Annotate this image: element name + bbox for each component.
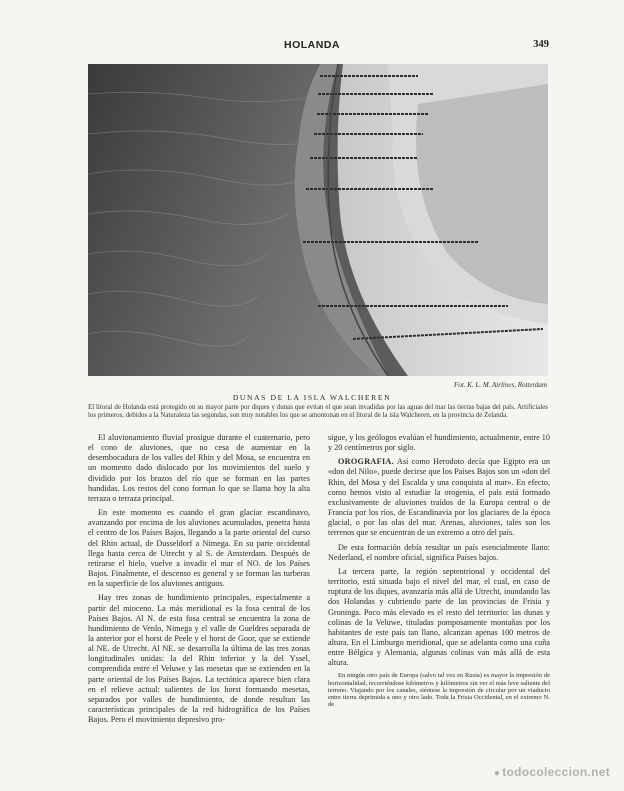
paragraph — [328, 457, 550, 538]
footnote: En ningún otro país de Europa (salvo tal vez en Rusia) es mayor la impresión de horizontalidad, recorriéndose kilómetros y kilómetros sin ver el más leve saliente del terreno. Viajando por los canales, siéntese la impresión de circular por un viaducto entre tierra deprimida a uno y otro lado. Toda la Frisia Occidental, en el extremo N. de — [328, 672, 550, 709]
paragraph-text: Así como Herodoto decía que Egipto era un «don del Nilo», puede decirse que los Países Bajos son un «don del Rhin, del Mosa y del Escalda y una conquista al mar». En efecto, como hemos visto al estudiar la orogenia, el país está formado exclusivamente de aluviones traídos de la Europa central o de Francia por los ríos, de Escandinavia por los glaciares de la época glacial, o por las olas del mar. Arenas, aluviones, tales son los terrenos que se encuentran de un extremo a otro del país. — [328, 457, 550, 538]
photo-credit: Fot. K. L. M. Airlines, Rotterdam — [454, 381, 547, 389]
running-head — [0, 39, 624, 53]
paragraph: El aluvionamiento fluvial prosigue durante el cuaternario, pero el cono de aluviones, que no cesa de aumentar en la desembocadura de los valles del Rhin y del Mosa, se encuentra en un momento dado dislocado por los movimientos del suelo y dividido por los brazos del río que se forman en las partes hundidas. Los restos del cono forman lo que se llama hoy la alta terraza o terraza principal. — [88, 433, 310, 503]
paragraph: De esta formación debía resultar un país esencialmente llano: Nederland, el nombre oficial, significa Países bajos. — [328, 542, 550, 562]
left-column — [88, 433, 310, 729]
watermark-dot-icon: ● — [493, 768, 501, 779]
paragraph: Hay tres zonas de hundimiento principales, especialmente a partir del mioceno. La más meridional es la fosa central de los Países Bajos. Al N. de esta fosa central se encuentra la zona de hundimiento de Venlo, Nimega y el valle de Gueldres separada de la anterior por el horst de Peele y el horst de Goor, que se extiende al NE. de Utrecht. Al NE. se desarrolla la última de las tres zonas longitudinales unidas: la del Rhin inferior y la del Yssel, comprendida entre el Veluwe y las mesetas que se extienden en la parte oriental de los Países Bajos. La tectónica aparece bien clara en el relieve actual: salientes de los horst formando mesetas, separados por valles de hundimiento, de donde resultan las características principales de la red hidrográfica de los Países Bajos. Pero el movimiento depresivo pro- — [88, 593, 310, 725]
running-title: HOLANDA — [284, 39, 340, 51]
paragraph: La tercera parte, la región septentrional y occidental del territorio, está situada bajo el nivel del mar, el cual, en caso de ruptura de los diques, avanzaría más allá de Utrecht, inundando las dos Holandas y cubriendo parte de las provincias de Frisia y Groninga. Poco más elevado es el resto del territorio: las dunas y colinas de la Veluwe, tituladas pomposamente montañas por los habitantes de este país tan llano, alcanzan apenas 100 metros de altura. En el Limburgo meridional, que se adelanta como una cuña entre Bélgica y Alemania, algunas colinas van más allá de esta altura. — [328, 566, 550, 668]
paragraph: sigue, y los geólogos evalúan el hundimiento, actualmente, entre 10 y 20 centímetros por siglo. — [328, 433, 550, 453]
right-column — [328, 433, 550, 708]
section-heading: OROGRAFIA. — [338, 457, 394, 467]
paragraph: En este momento es cuando el gran glaciar escandinavo, avanzando por encima de los aluviones acumulados, penetra hasta el centro de los Países Bajos, llegando a la parte oriental del curso del Rhin actual, de Dusseldorf a Nimega. En su parte occidental llega hasta cerca de Utrecht y al S. de Amsterdam. Después de retirarse el hielo, vuelve a invadir el mar el NO. de los Países Bajos. Finalmente, el descenso es general y se forman las turberas en la superficie de los aluviones antiguos. — [88, 508, 310, 589]
aerial-photo-dunes-icon — [88, 64, 548, 376]
watermark — [494, 765, 610, 779]
watermark-text: todocoleccion.net — [502, 765, 610, 779]
page-number: 349 — [533, 39, 549, 50]
caption-text: El litoral de Holanda está protegido en su mayor parte por diques y dunas que evitan el que sean invadidas por las aguas del mar las tierras bajas del país. Artificiales los primeros, debidos a la Naturaleza las segundas, son muy notables los que se amontonan en el litoral de la isla Walcheren, en la provincia de Zelanda. — [88, 404, 548, 419]
aerial-photo — [88, 64, 548, 376]
caption-title: DUNAS DE LA ISLA WALCHEREN — [232, 393, 392, 402]
